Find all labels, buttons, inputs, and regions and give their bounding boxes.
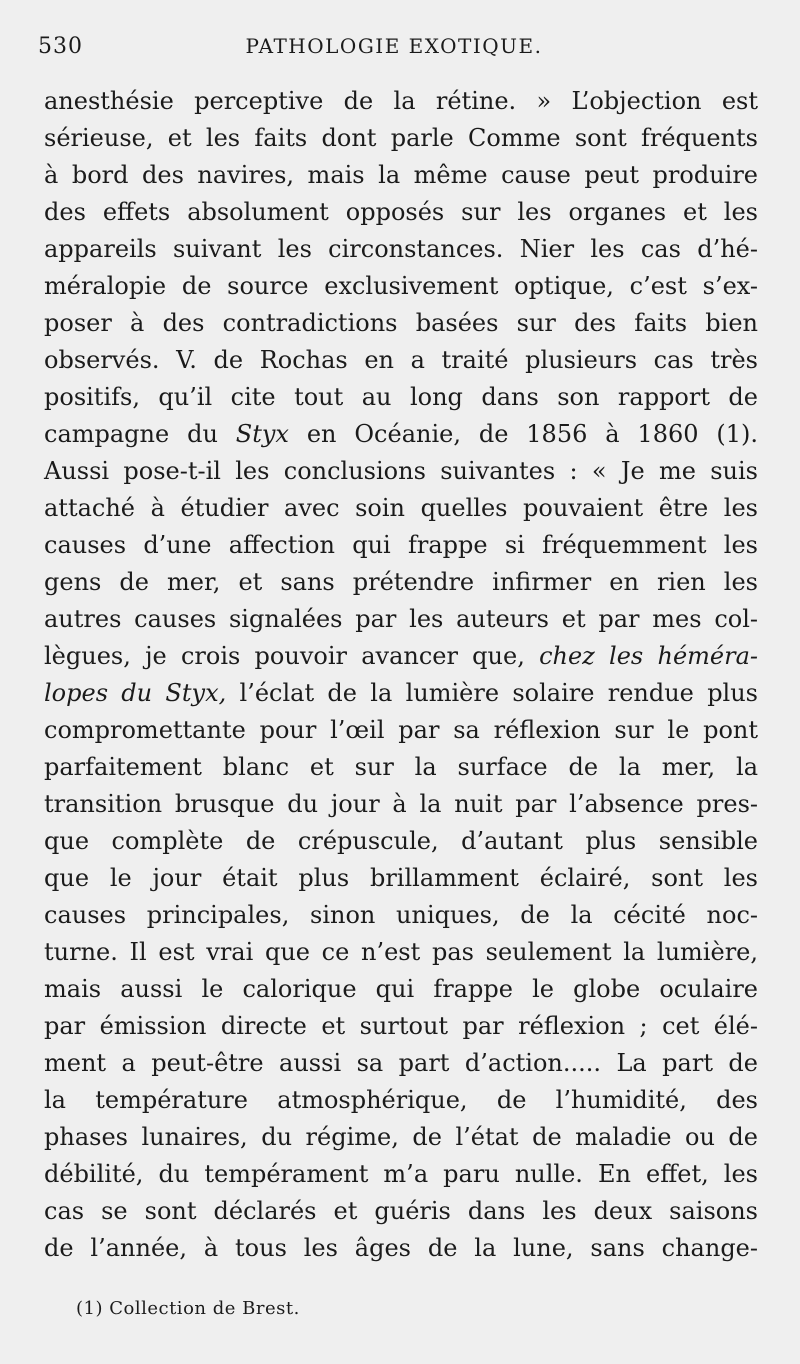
text-line: turne. Il est vrai que ce n’est pas seulement la lumière, bbox=[44, 938, 758, 966]
text-line: causes d’une affection qui frappe si fréquemment les bbox=[44, 531, 758, 559]
text-line: ment a peut-être aussi sa part d’action..... La part de bbox=[44, 1049, 758, 1077]
text-line: gens de mer, et sans prétendre infirmer en rien les bbox=[44, 568, 758, 596]
text-segment: l’éclat de la lumière solaire rendue plus bbox=[226, 679, 758, 707]
text-line: la température atmosphérique, de l’humidité, des bbox=[44, 1086, 758, 1114]
italic-text: Styx bbox=[235, 420, 289, 448]
text-line: attaché à étudier avec soin quelles pouvaient être les bbox=[44, 494, 758, 522]
text-line: cas se sont déclarés et guéris dans les deux saisons bbox=[44, 1197, 758, 1225]
text-line bbox=[44, 638, 758, 675]
text-line: parfaitement blanc et sur la surface de la mer, la bbox=[44, 753, 758, 781]
text-line: que complète de crépuscule, d’autant plus sensible bbox=[44, 827, 758, 855]
text-line: de l’année, à tous les âges de la lune, sans change- bbox=[44, 1234, 758, 1262]
text-line: observés. V. de Rochas en a traité plusieurs cas très bbox=[44, 346, 758, 374]
text-line: positifs, qu’il cite tout au long dans son rapport de bbox=[44, 383, 758, 411]
text-line bbox=[44, 416, 758, 453]
text-line: méralopie de source exclusivement optique, c’est s’ex- bbox=[44, 272, 758, 300]
text-segment: campagne du bbox=[44, 420, 236, 448]
text-line: transition brusque du jour à la nuit par l’absence pres- bbox=[44, 790, 758, 818]
text-line: des effets absolument opposés sur les organes et les bbox=[44, 198, 758, 226]
text-line: appareils suivant les circonstances. Nier les cas d’hé- bbox=[44, 235, 758, 263]
text-line: que le jour était plus brillamment éclairé, sont les bbox=[44, 864, 758, 892]
text-line: mais aussi le calorique qui frappe le globe oculaire bbox=[44, 975, 758, 1003]
page-number: 530 bbox=[38, 34, 83, 59]
footnote: (1) Collection de Brest. bbox=[76, 1298, 300, 1319]
text-line: compromettante pour l’œil par sa réflexion sur le pont bbox=[44, 716, 758, 744]
text-line: débilité, du tempérament m’a paru nulle. En effet, les bbox=[44, 1160, 758, 1188]
text-line: sérieuse, et les faits dont parle Comme sont fréquents bbox=[44, 124, 758, 152]
page-header bbox=[38, 34, 750, 70]
italic-text: lopes du Styx, bbox=[44, 679, 227, 707]
text-line: poser à des contradictions basées sur des faits bien bbox=[44, 309, 758, 337]
running-head: PATHOLOGIE EXOTIQUE. bbox=[245, 34, 543, 58]
text-segment: lègues, je crois pouvoir avancer que, bbox=[44, 642, 540, 670]
text-line: par émission directe et surtout par réflexion ; cet élé- bbox=[44, 1012, 758, 1040]
text-segment: en Océanie, de 1856 à 1860 (1). bbox=[288, 420, 759, 448]
text-line: Aussi pose-t-il les conclusions suivantes : « Je me suis bbox=[44, 457, 758, 485]
text-line: autres causes signalées par les auteurs et par mes col- bbox=[44, 605, 758, 633]
text-line: causes principales, sinon uniques, de la cécité noc- bbox=[44, 901, 758, 929]
italic-text: chez les héméra- bbox=[539, 642, 758, 670]
text-line: phases lunaires, du régime, de l’état de maladie ou de bbox=[44, 1123, 758, 1151]
text-line bbox=[44, 675, 758, 712]
text-line: à bord des navires, mais la même cause peut produire bbox=[44, 161, 758, 189]
body-text bbox=[44, 83, 758, 1267]
text-line: anesthésie perceptive de la rétine. » L’objection est bbox=[44, 87, 758, 115]
